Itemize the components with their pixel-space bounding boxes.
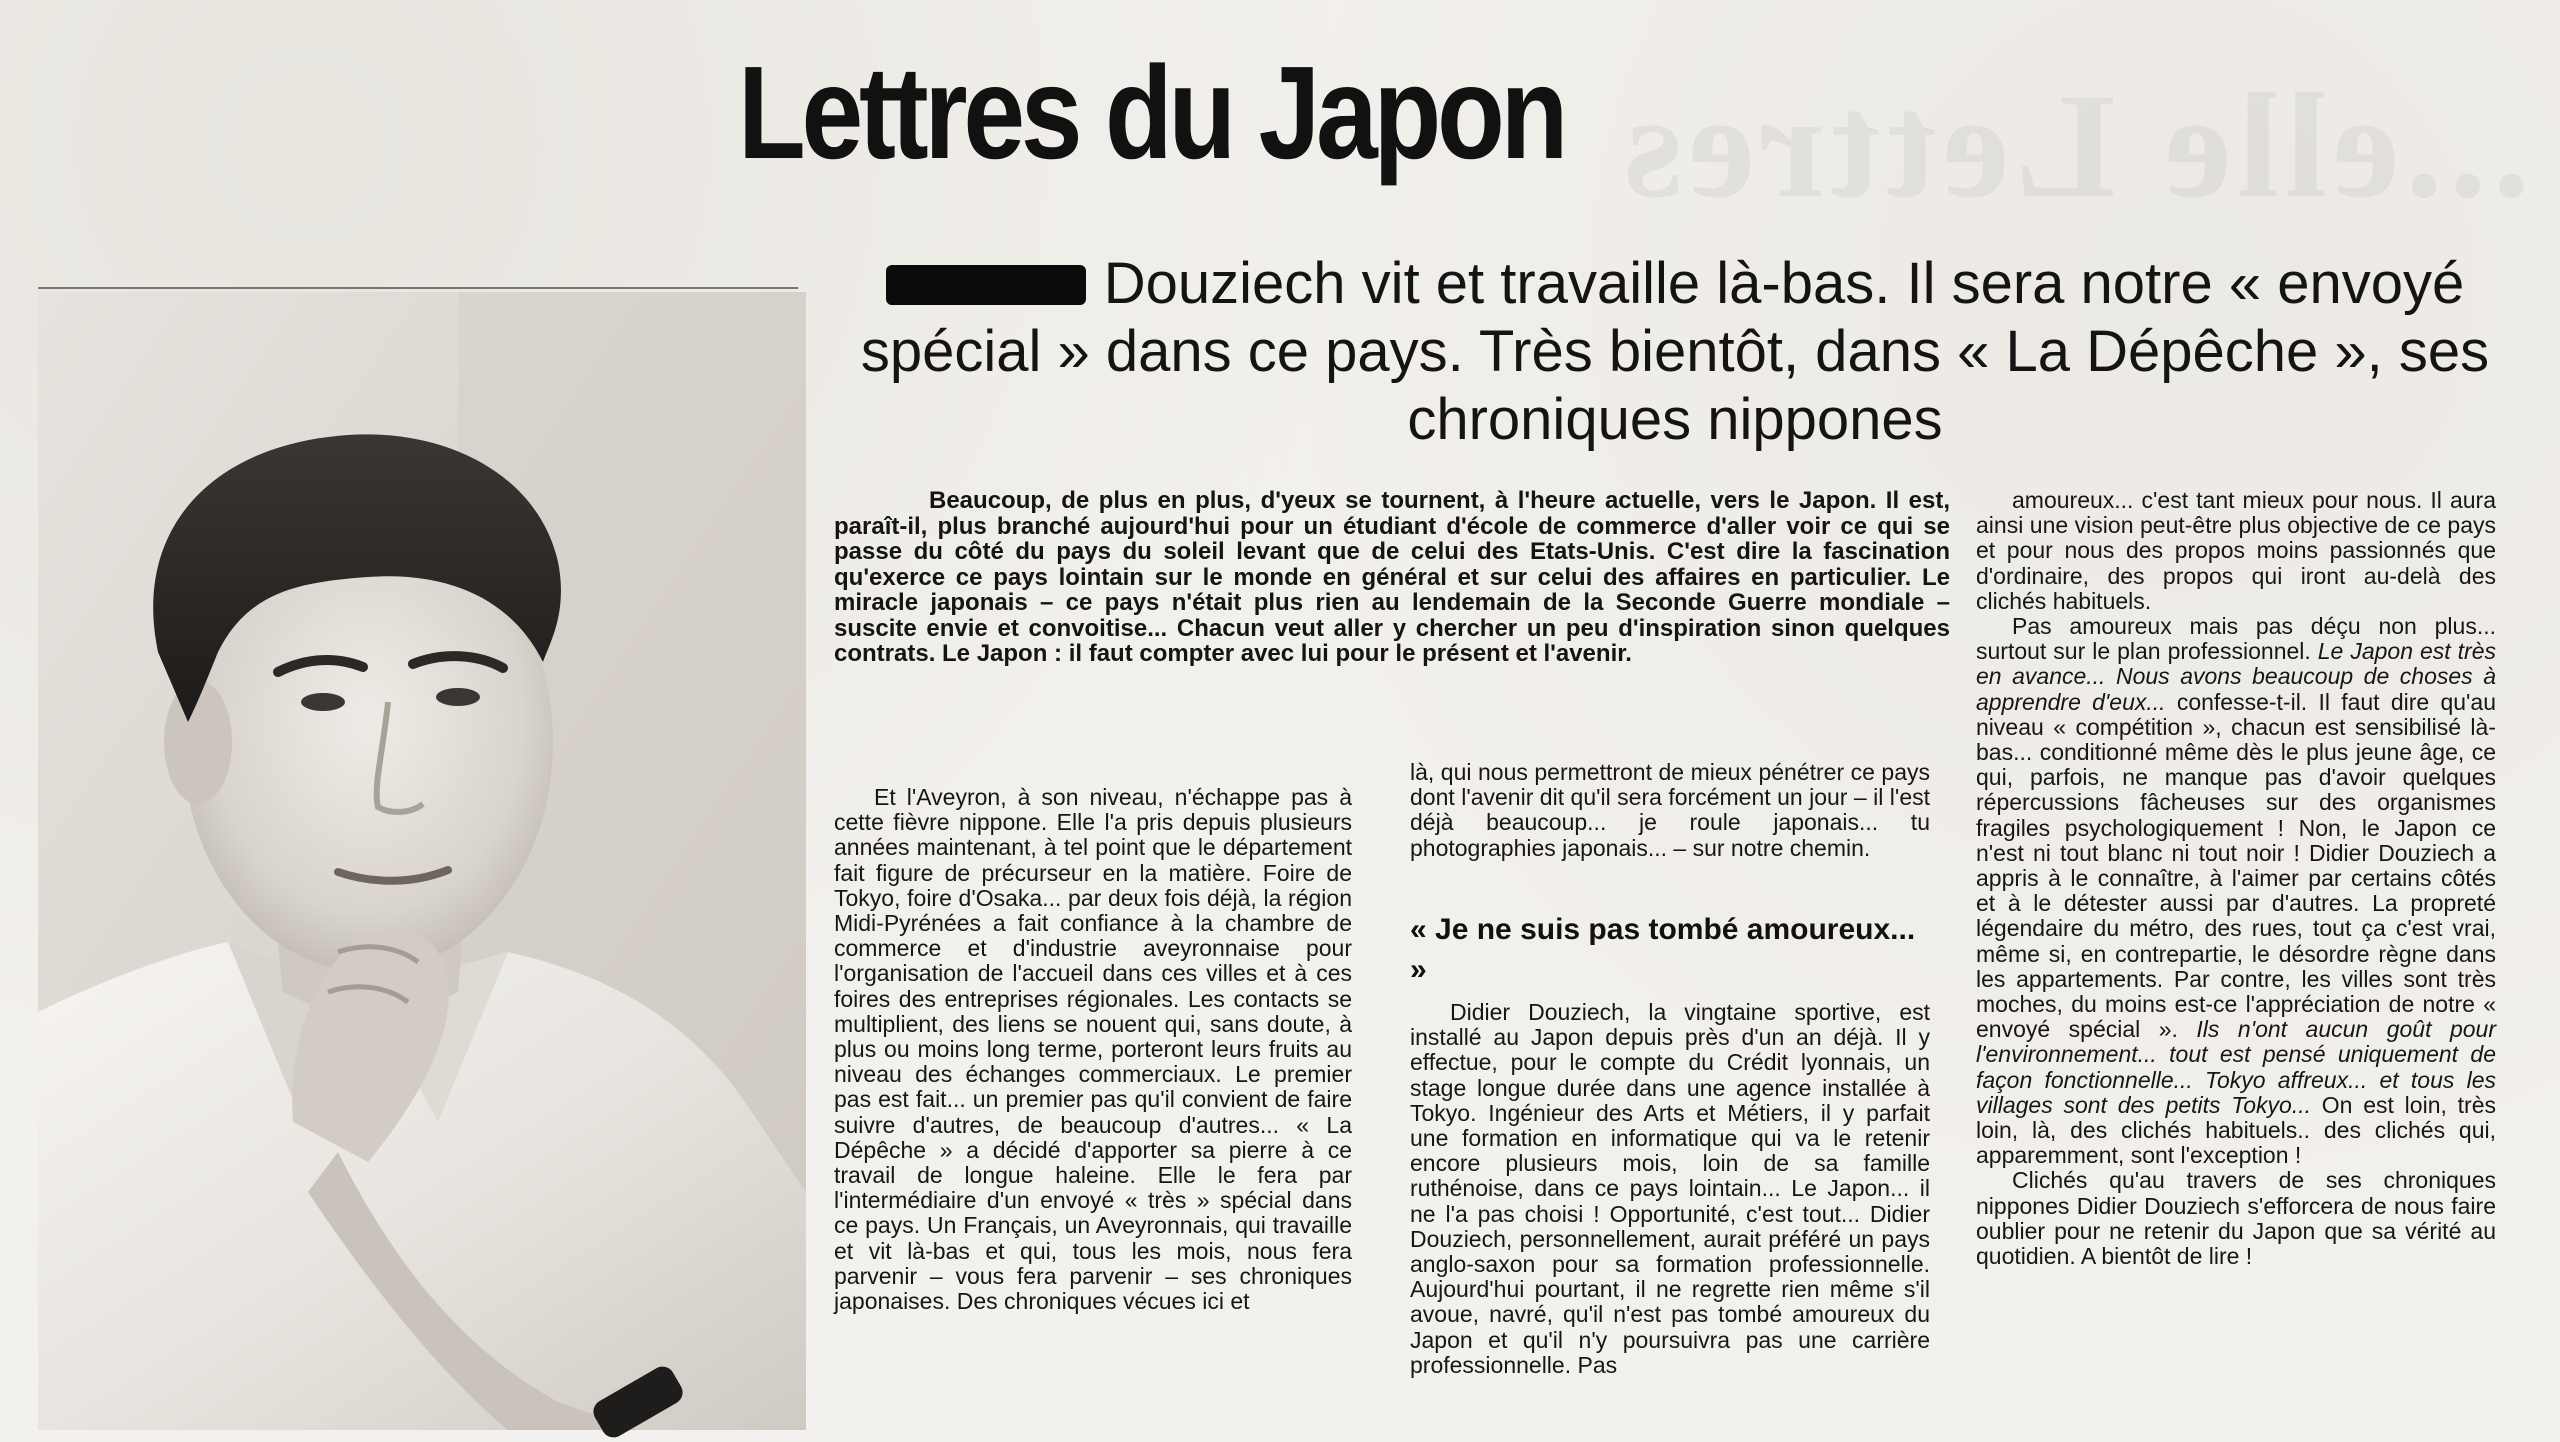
column-3-paragraph-2 <box>1976 614 2496 1168</box>
bleed-through-text: ...elle Lettres <box>1618 63 2530 229</box>
portrait-photo <box>38 292 806 1430</box>
photo-top-rule <box>38 287 798 289</box>
headline: Lettres du Japon <box>738 39 1565 186</box>
article-column-1: Et l'Aveyron, à son niveau, n'échappe pas à cette fièvre nippone. Elle l'a pris depuis plusieurs années maintenant, à tel point que le département fait figure de précurseur en la matière. Foire de Tokyo, foire d'Osaka... par deux fois déjà, la région Midi-Pyrénées a fait confiance à la chambre de commerce et d'industrie aveyronnaise pour l'organisation de l'accueil dans ces villes et à ces foires des entreprises régionales. Les contacts se multiplient, des liens se nouent qui, sans doute, à plus ou moins long terme, porteront leurs fruits au niveau des échanges commerciaux. Le premier pas est fait... un premier pas qu'il convient de faire suivre d'autres, de beaucoup d'autres... « La Dépêche » a décidé d'apporter sa pierre à ce travail de longue haleine. Elle le fera par l'intermédiaire d'un envoyé « très » spécial dans ce pays. Un Français, un Aveyronnais, qui travaille et vit là-bas et qui, tous les mois, nous fera parvenir – vous fera parvenir – ses chroniques japonaises. Des chroniques vécues ici et <box>834 784 1352 1315</box>
section-subhead: « Je ne suis pas tombé amoureux... » <box>1410 913 1916 986</box>
deck-text: Douziech vit et travaille là-bas. Il sera notre « envoyé spécial » dans ce pays. Très bientôt, dans « La Dépêche », ses chroniques nippones <box>860 251 2490 452</box>
article-column-2-top: là, qui nous permettront de mieux pénétrer ce pays dont l'avenir dit qu'il sera forcément un jour – il l'est déjà beaucoup... je roule japonais... tu photographies japonais... – sur notre chemin. <box>1410 759 1930 861</box>
deck-subtitle <box>855 250 2495 454</box>
p2-quote-b: Le Japon est très en avance... Nous avons beaucoup de choses à apprendre d'eux... <box>1976 638 2496 715</box>
p2-quote-d: Ils n'ont aucun goût pour l'environnement... tout est pensé uniquement de façon fonctionnelle... Tokyo affreux... et tous les villages sont des petits Tokyo... <box>1976 1016 2496 1118</box>
column-3-paragraph-3: Clichés qu'au travers de ses chroniques nippones Didier Douziech s'efforcera de nous faire oublier pour ne retenir du Japon que sa vérité au quotidien. A bientôt de lire ! <box>1976 1167 2496 1270</box>
article-column-3 <box>1976 488 2496 1418</box>
column-3-paragraph-1: amoureux... c'est tant mieux pour nous. Il aura ainsi une vision peut-être plus objective de ce pays et pour nous des propos moins passionnés que d'ordinaire, des propos qui iront au-delà des clichés habituels. <box>1976 487 2496 614</box>
portrait-illustration <box>38 292 806 1430</box>
intro-paragraph: Beaucoup, de plus en plus, d'yeux se tournent, à l'heure actuelle, vers le Japon. Il est, paraît-il, plus branché aujourd'hui pour un étudiant d'école de commerce d'aller voir ce qui se passe du côté du pays du soleil levant que de celui des Etats-Unis. C'est dire la fascination qu'exerce ce pays lointain sur le monde en général et sur celui des affaires en particulier. Le miracle japonais – ce pays n'était plus rien au lendemain de la Seconde Guerre mondiale – suscite envie et convoitise... Chacun veut aller y chercher un peu d'inspiration sinon quelques contrats. Le Japon : il faut compter avec lui pour le présent et l'avenir. <box>834 487 1950 667</box>
p2-text-a: Pas amoureux mais pas déçu non plus... surtout sur le plan professionnel. <box>1976 613 2496 665</box>
p2-text-c: confesse-t-il. Il faut dire qu'au niveau « compétition », chacun est sensibilisé là-bas... conditionné même dès le plus jeune âge, ce qui, parfois, ne manque pas d'avoir quelques répercussions fâcheuses sur des organismes fragiles psychologiquement ! Non, le Japon ce n'est ni tout blanc ni tout noir ! Didier Douziech a appris à le connaître, à l'aimer par certains côtés et à le détester aussi par d'autres. La propreté légendaire du métro, des rues, tout ça c'est vrai, même si, en contrepartie, le désordre règne dans les appartements. Par contre, les villes sont très moches, du moins est-ce l'appréciation de notre « envoyé spécial ». <box>1976 688 2496 1043</box>
p2-text-e: On est loin, très loin, là, des clichés habituels.. des clichés qui, apparemment, sont l'exception ! <box>1976 1091 2496 1169</box>
redacted-name-bar <box>886 265 1086 305</box>
article-column-2-bottom: Didier Douziech, la vingtaine sportive, est installé au Japon depuis près d'un an déjà. Il y effectue, pour le compte du Crédit lyonnais, un stage longue durée dans une agence installée à Tokyo. Ingénieur des Arts et Métiers, il y parfait une formation en informatique qui va le retenir encore plusieurs mois, loin de sa famille ruthénoise, dans ce pays lointain... Le Japon... il ne l'a pas choisi ! Opportunité, c'est tout... Didier Douziech, personnellement, aurait préféré un pays anglo-saxon pour sa formation professionnelle. Aujourd'hui pourtant, il ne regrette rien même s'il avoue, navré, qu'il n'est pas tombé amoureux du Japon et qu'il n'y poursuivra pas une carrière professionnelle. Pas <box>1410 999 1930 1378</box>
